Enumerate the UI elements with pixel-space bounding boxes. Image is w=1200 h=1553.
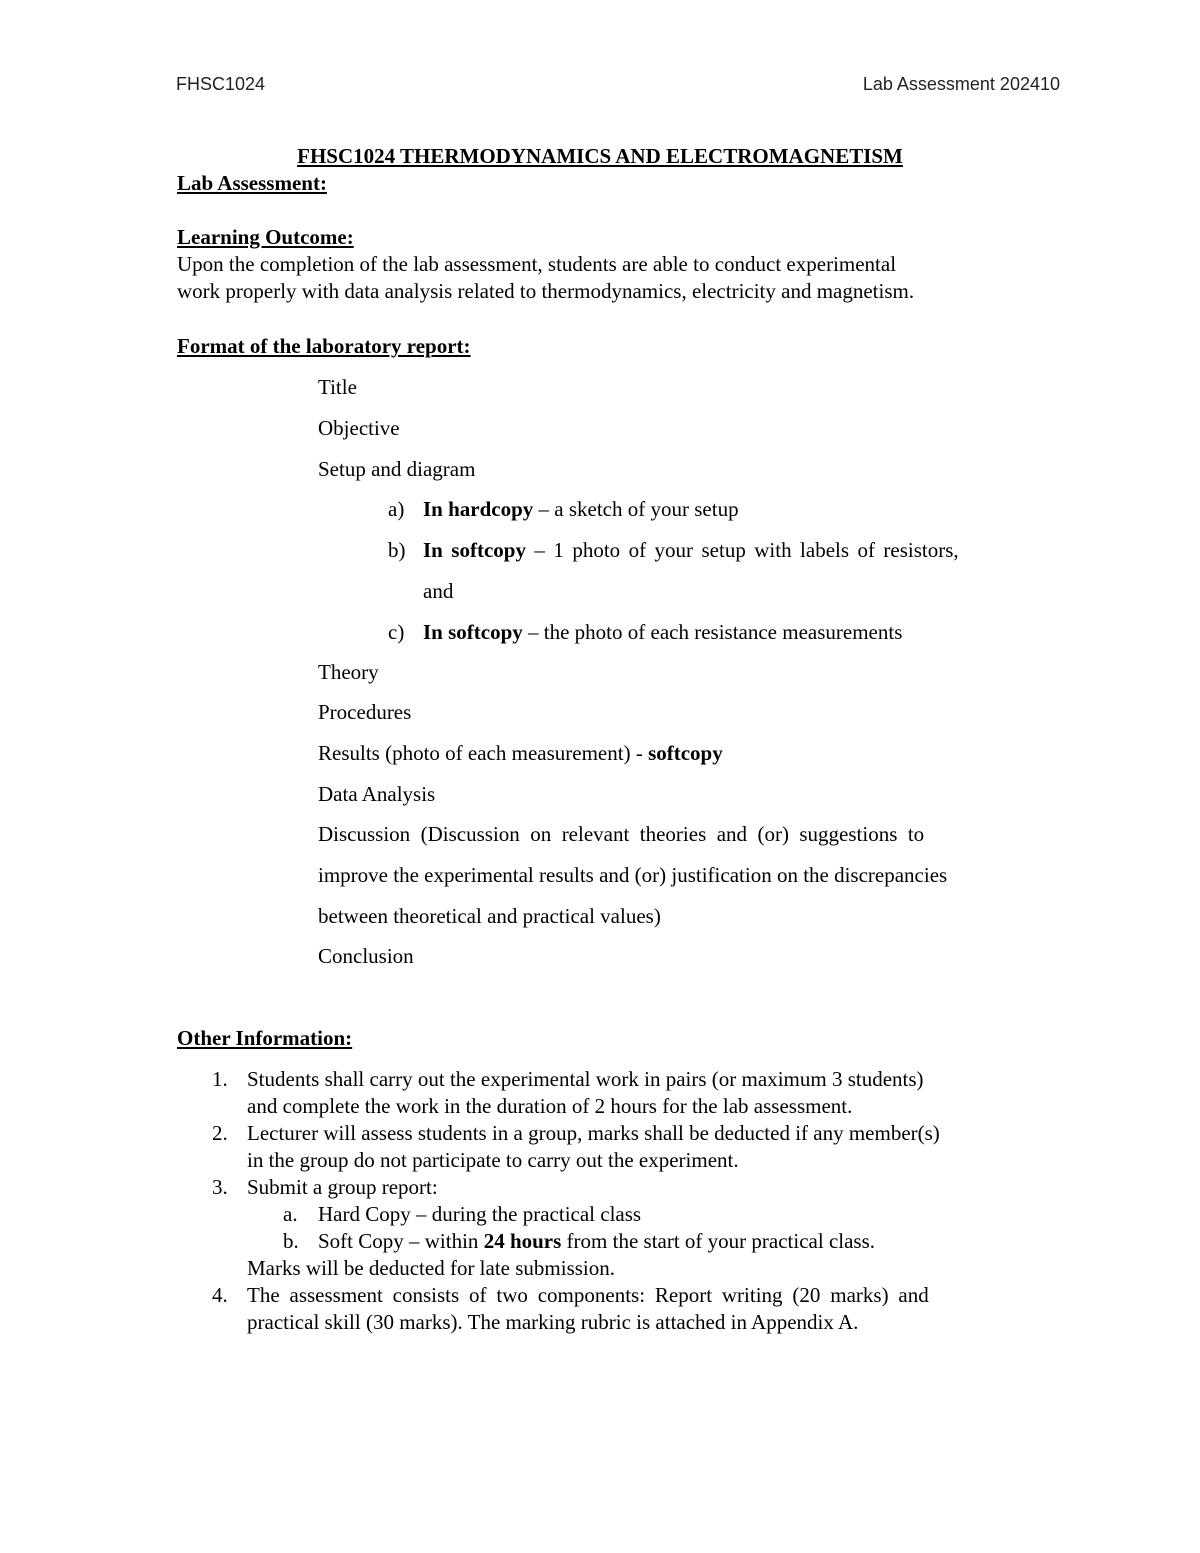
- sub-b-pre: Soft Copy – within: [318, 1229, 484, 1253]
- other-item-3-sub-a-marker: a.: [283, 1202, 298, 1226]
- setup-sub-a-marker: a): [388, 497, 405, 521]
- sub-b-post: from the start of your practical class.: [561, 1229, 876, 1253]
- setup-sub-a: [423, 496, 739, 523]
- setup-sub-c-text: – the photo of each resistance measurements: [522, 620, 903, 644]
- other-item-2-line-2: in the group do not participate to carry out the experiment.: [247, 1148, 739, 1172]
- other-item-4-line-1: The assessment consists of two components: Report writing (20 marks) and: [247, 1283, 929, 1307]
- results-text: Results (photo of each measurement) -: [318, 741, 649, 765]
- setup-sub-a-text: – a sketch of your setup: [533, 497, 739, 521]
- format-item-data-analysis: Data Analysis: [318, 782, 436, 806]
- format-item-procedures: Procedures: [318, 700, 412, 724]
- other-item-2-marker: 2.: [212, 1121, 228, 1145]
- document-title: FHSC1024 THERMODYNAMICS AND ELECTROMAGNETISM: [297, 144, 903, 168]
- other-item-3-line-after: Marks will be deducted for late submission.: [247, 1256, 616, 1280]
- learning-outcome-line-1: Upon the completion of the lab assessment, students are able to conduct experimental: [177, 252, 897, 276]
- sub-b-bold: 24 hours: [483, 1229, 562, 1253]
- format-item-results: [318, 740, 723, 767]
- setup-sub-c-marker: c): [388, 620, 405, 644]
- other-item-3-sub-a: Hard Copy – during the practical class: [318, 1202, 642, 1226]
- format-item-theory: Theory: [318, 660, 379, 684]
- learning-outcome-heading: Learning Outcome:: [177, 225, 354, 249]
- other-item-1-line-1: Students shall carry out the experimental work in pairs (or maximum 3 students): [247, 1067, 924, 1091]
- format-item-title: Title: [318, 375, 357, 399]
- other-item-3-line-1: Submit a group report:: [247, 1175, 438, 1199]
- other-item-4-marker: 4.: [212, 1283, 228, 1307]
- setup-sub-b-text: – 1 photo of your setup with labels of resistors,: [525, 538, 959, 562]
- other-item-3-sub-b: [318, 1228, 875, 1255]
- other-item-1-marker: 1.: [212, 1067, 228, 1091]
- other-item-4-line-2: practical skill (30 marks). The marking rubric is attached in Appendix A.: [247, 1310, 859, 1334]
- header-course-code: FHSC1024: [176, 74, 266, 94]
- other-item-3-marker: 3.: [212, 1175, 228, 1199]
- setup-sub-b-continuation: and: [423, 579, 454, 603]
- lab-assessment-heading: Lab Assessment:: [177, 171, 327, 195]
- other-item-3-sub-b-marker: b.: [283, 1229, 299, 1253]
- discussion-line-1: Discussion (Discussion on relevant theories and (or) suggestions to: [318, 822, 925, 846]
- setup-sub-b: [423, 537, 959, 564]
- other-item-2-line-1: Lecturer will assess students in a group, marks shall be deducted if any member(s): [247, 1121, 940, 1145]
- format-item-conclusion: Conclusion: [318, 944, 414, 968]
- format-item-setup: Setup and diagram: [318, 457, 476, 481]
- setup-sub-b-marker: b): [388, 538, 406, 562]
- discussion-line-3: between theoretical and practical values): [318, 904, 661, 928]
- setup-sub-c: [423, 619, 902, 646]
- results-bold: softcopy: [648, 741, 723, 765]
- setup-sub-c-bold: In softcopy: [423, 620, 523, 644]
- other-item-1-line-2: and complete the work in the duration of 2 hours for the lab assessment.: [247, 1094, 853, 1118]
- format-heading: Format of the laboratory report:: [177, 334, 471, 358]
- header-assessment-label: Lab Assessment 202410: [862, 74, 1060, 94]
- other-info-heading: Other Information:: [177, 1026, 353, 1050]
- setup-sub-b-bold: In softcopy: [423, 538, 526, 562]
- format-item-objective: Objective: [318, 416, 400, 440]
- learning-outcome-line-2: work properly with data analysis related to thermodynamics, electricity and magnetism.: [177, 279, 915, 303]
- setup-sub-a-bold: In hardcopy: [423, 497, 534, 521]
- discussion-line-2: improve the experimental results and (or) justification on the discrepancies: [318, 863, 948, 887]
